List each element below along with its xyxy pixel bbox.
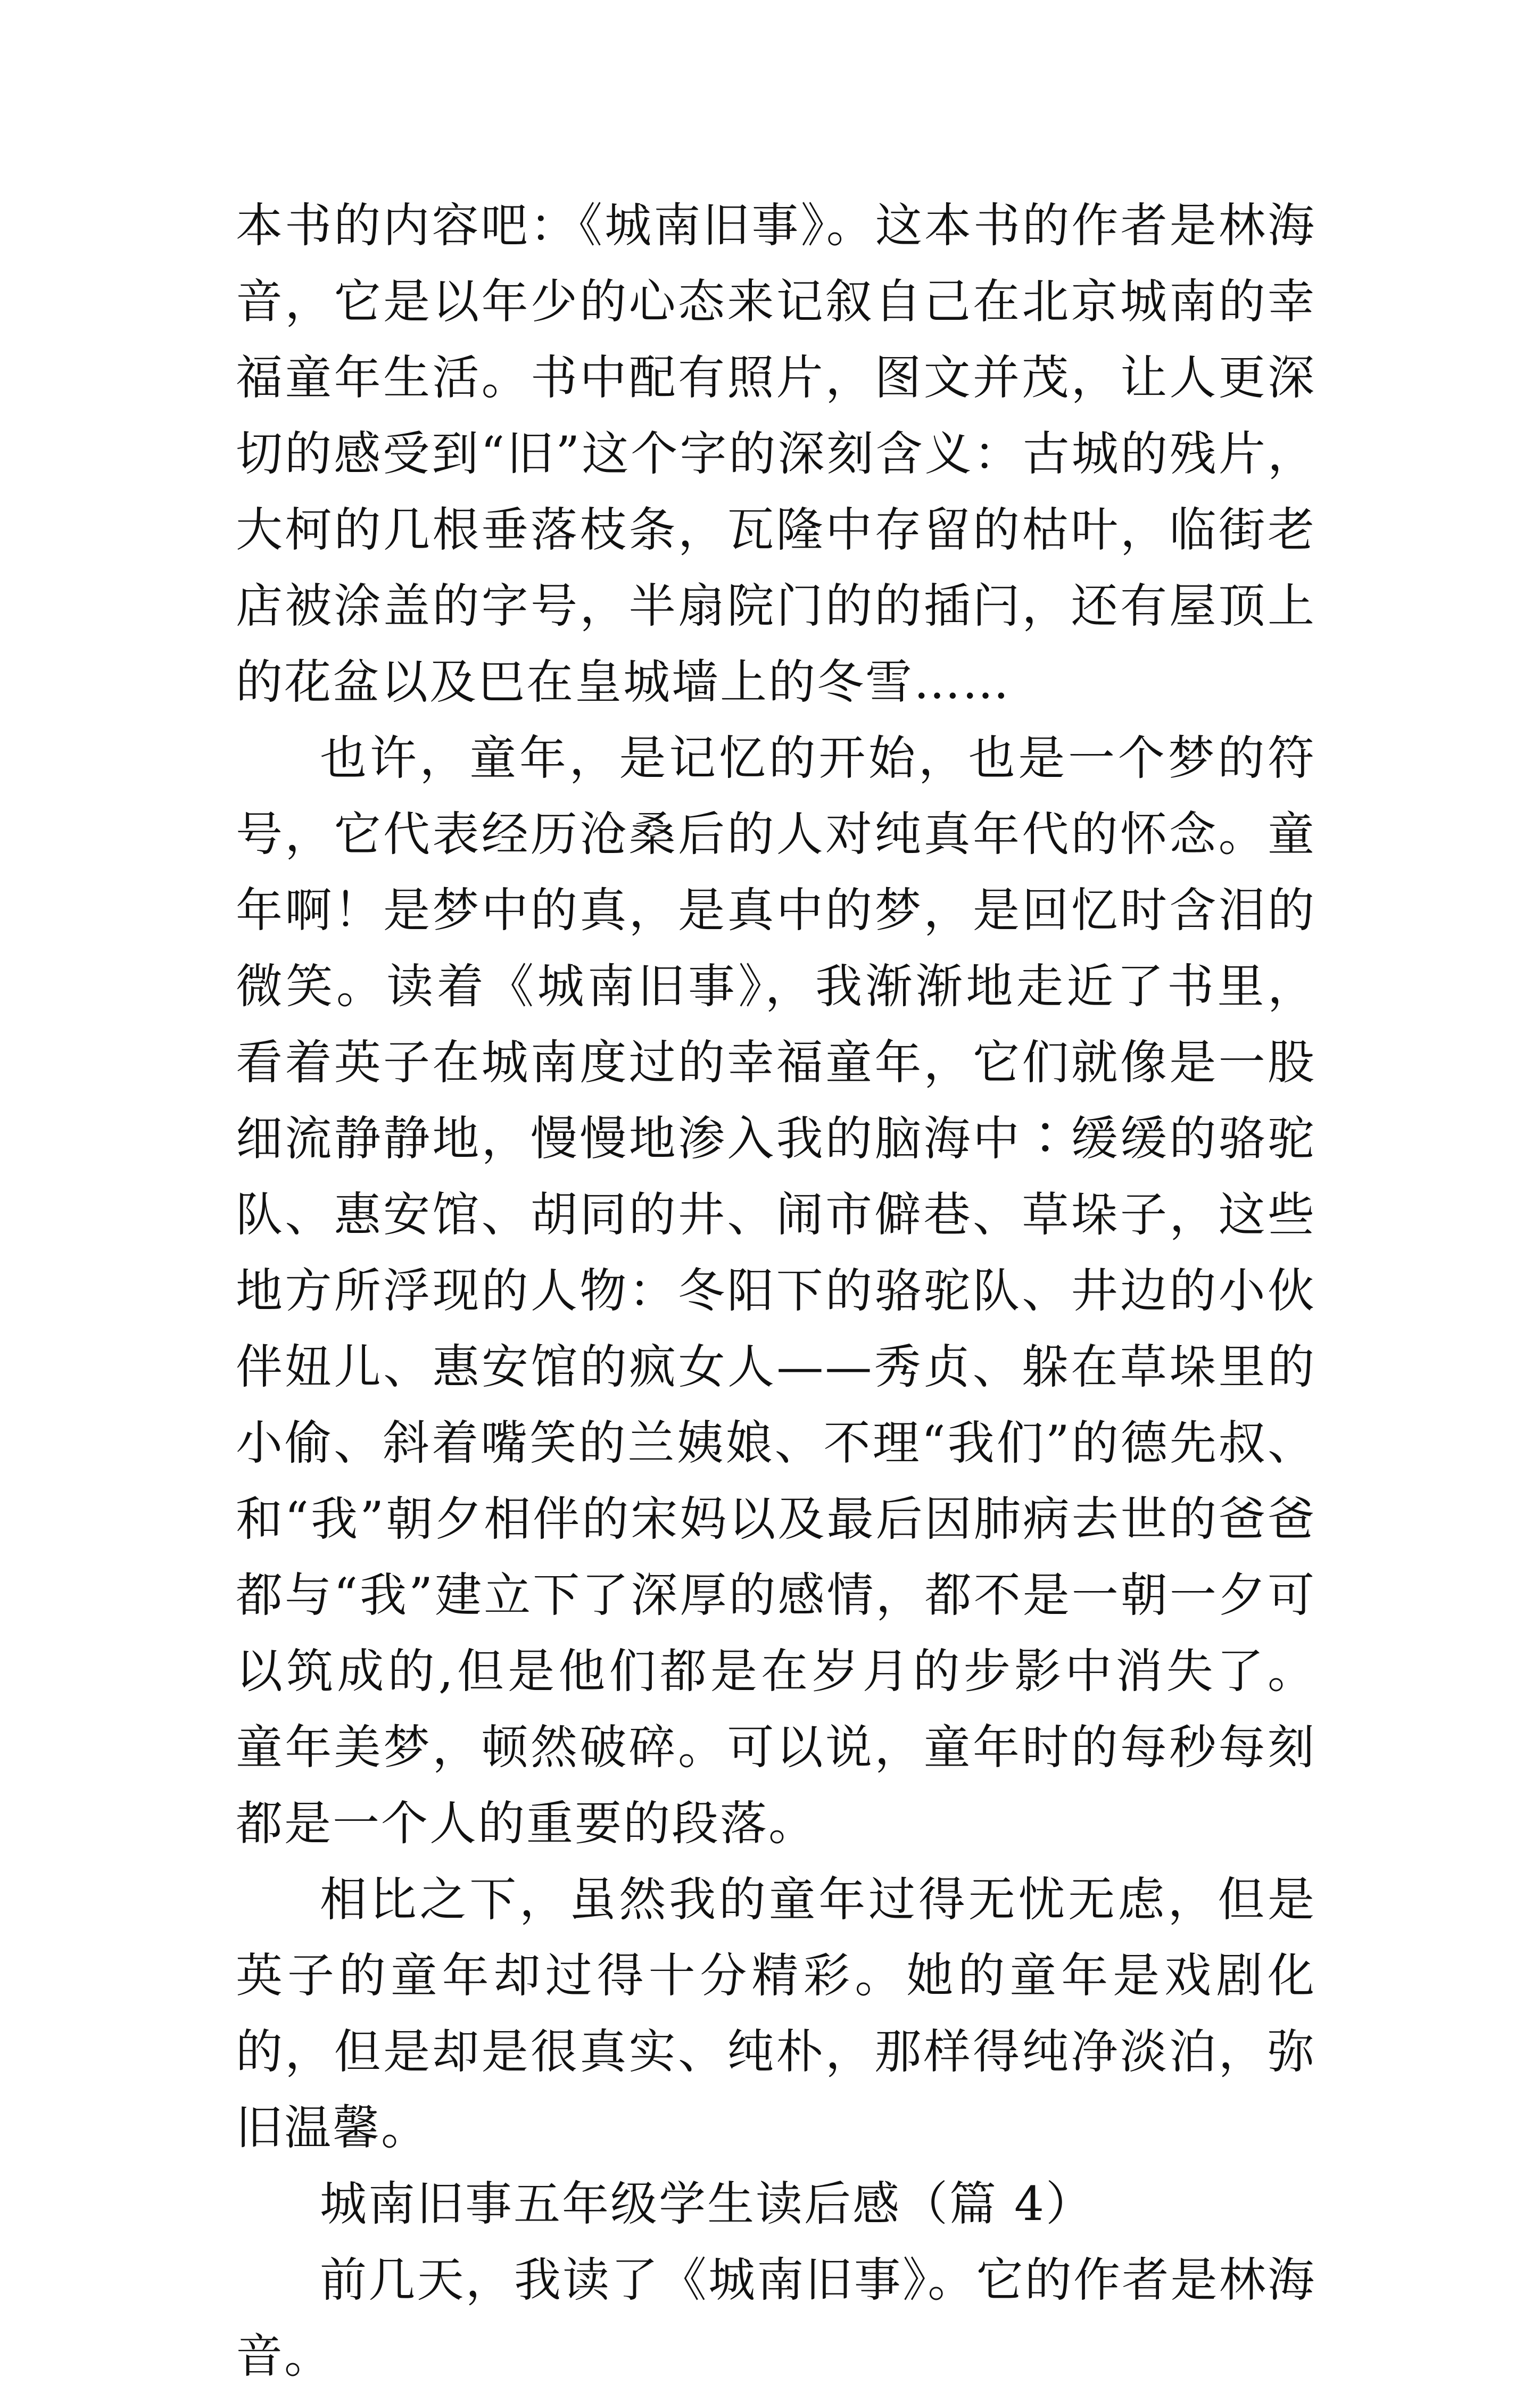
paragraph-comparison: 相比之下，虽然我的童年过得无忧无虑，但是英子的童年却过得十分精彩。她的童年是戏剧化的，但是却是很真实、纯朴，那样得纯净淡泊，弥旧温馨。 xyxy=(236,1872,1316,2155)
paragraph-childhood-memory: 也许，童年，是记忆的开始，也是一个梦的符号，它代表经历沧桑后的人对纯真年代的怀念。童年啊！是梦中的真，是真中的梦，是回忆时含泪的微笑。读着《城南旧事》，我渐渐地走近了书里，看着英子在城南度过的幸福童年，它们就像是一股细流静静地，慢慢地渗入我的脑海中∶缓缓的骆驼队、惠安馆、胡同的井、闹市僻巷、草垛子，这些地方所浮现的人物：冬阳下的骆驼队、井边的小伙伴妞儿、惠安馆的疯女人——秀贞、躲在草垛里的小偷、斜着嘴笑的兰姨娘、不理“我们”的德先叔、和“我”朝夕相伴的宋妈以及最后因肺病去世的爸爸都与“我”建立下了深厚的感情，都不是一朝一夕可以筑成的,但是他们都是在岁月的步影中消失了。童年美梦，顿然破碎。可以说，童年时的每秒每刻都是一个人的重要的段落。 xyxy=(236,731,1316,1851)
paragraph-book-intro: 本书的内容吧：《城南旧事》。这本书的作者是林海音，它是以年少的心态来记叙自己在北京城南的幸福童年生活。书中配有照片，图文并茂，让人更深切的感受到“旧”这个字的深刻含义：古城的残片，大柯的几根垂落枝条，瓦隆中存留的枯叶，临街老店被涂盖的字号，半扇院门的的插闩，还有屋顶上的花盆以及巴在皇城墙上的冬雪…… xyxy=(236,198,1316,709)
section-heading: 城南旧事五年级学生读后感（篇 4） xyxy=(320,2176,1094,2231)
paragraph-opening: 前几天，我读了《城南旧事》。它的作者是林海音。 xyxy=(236,2252,1316,2383)
document-body xyxy=(236,187,1316,2394)
